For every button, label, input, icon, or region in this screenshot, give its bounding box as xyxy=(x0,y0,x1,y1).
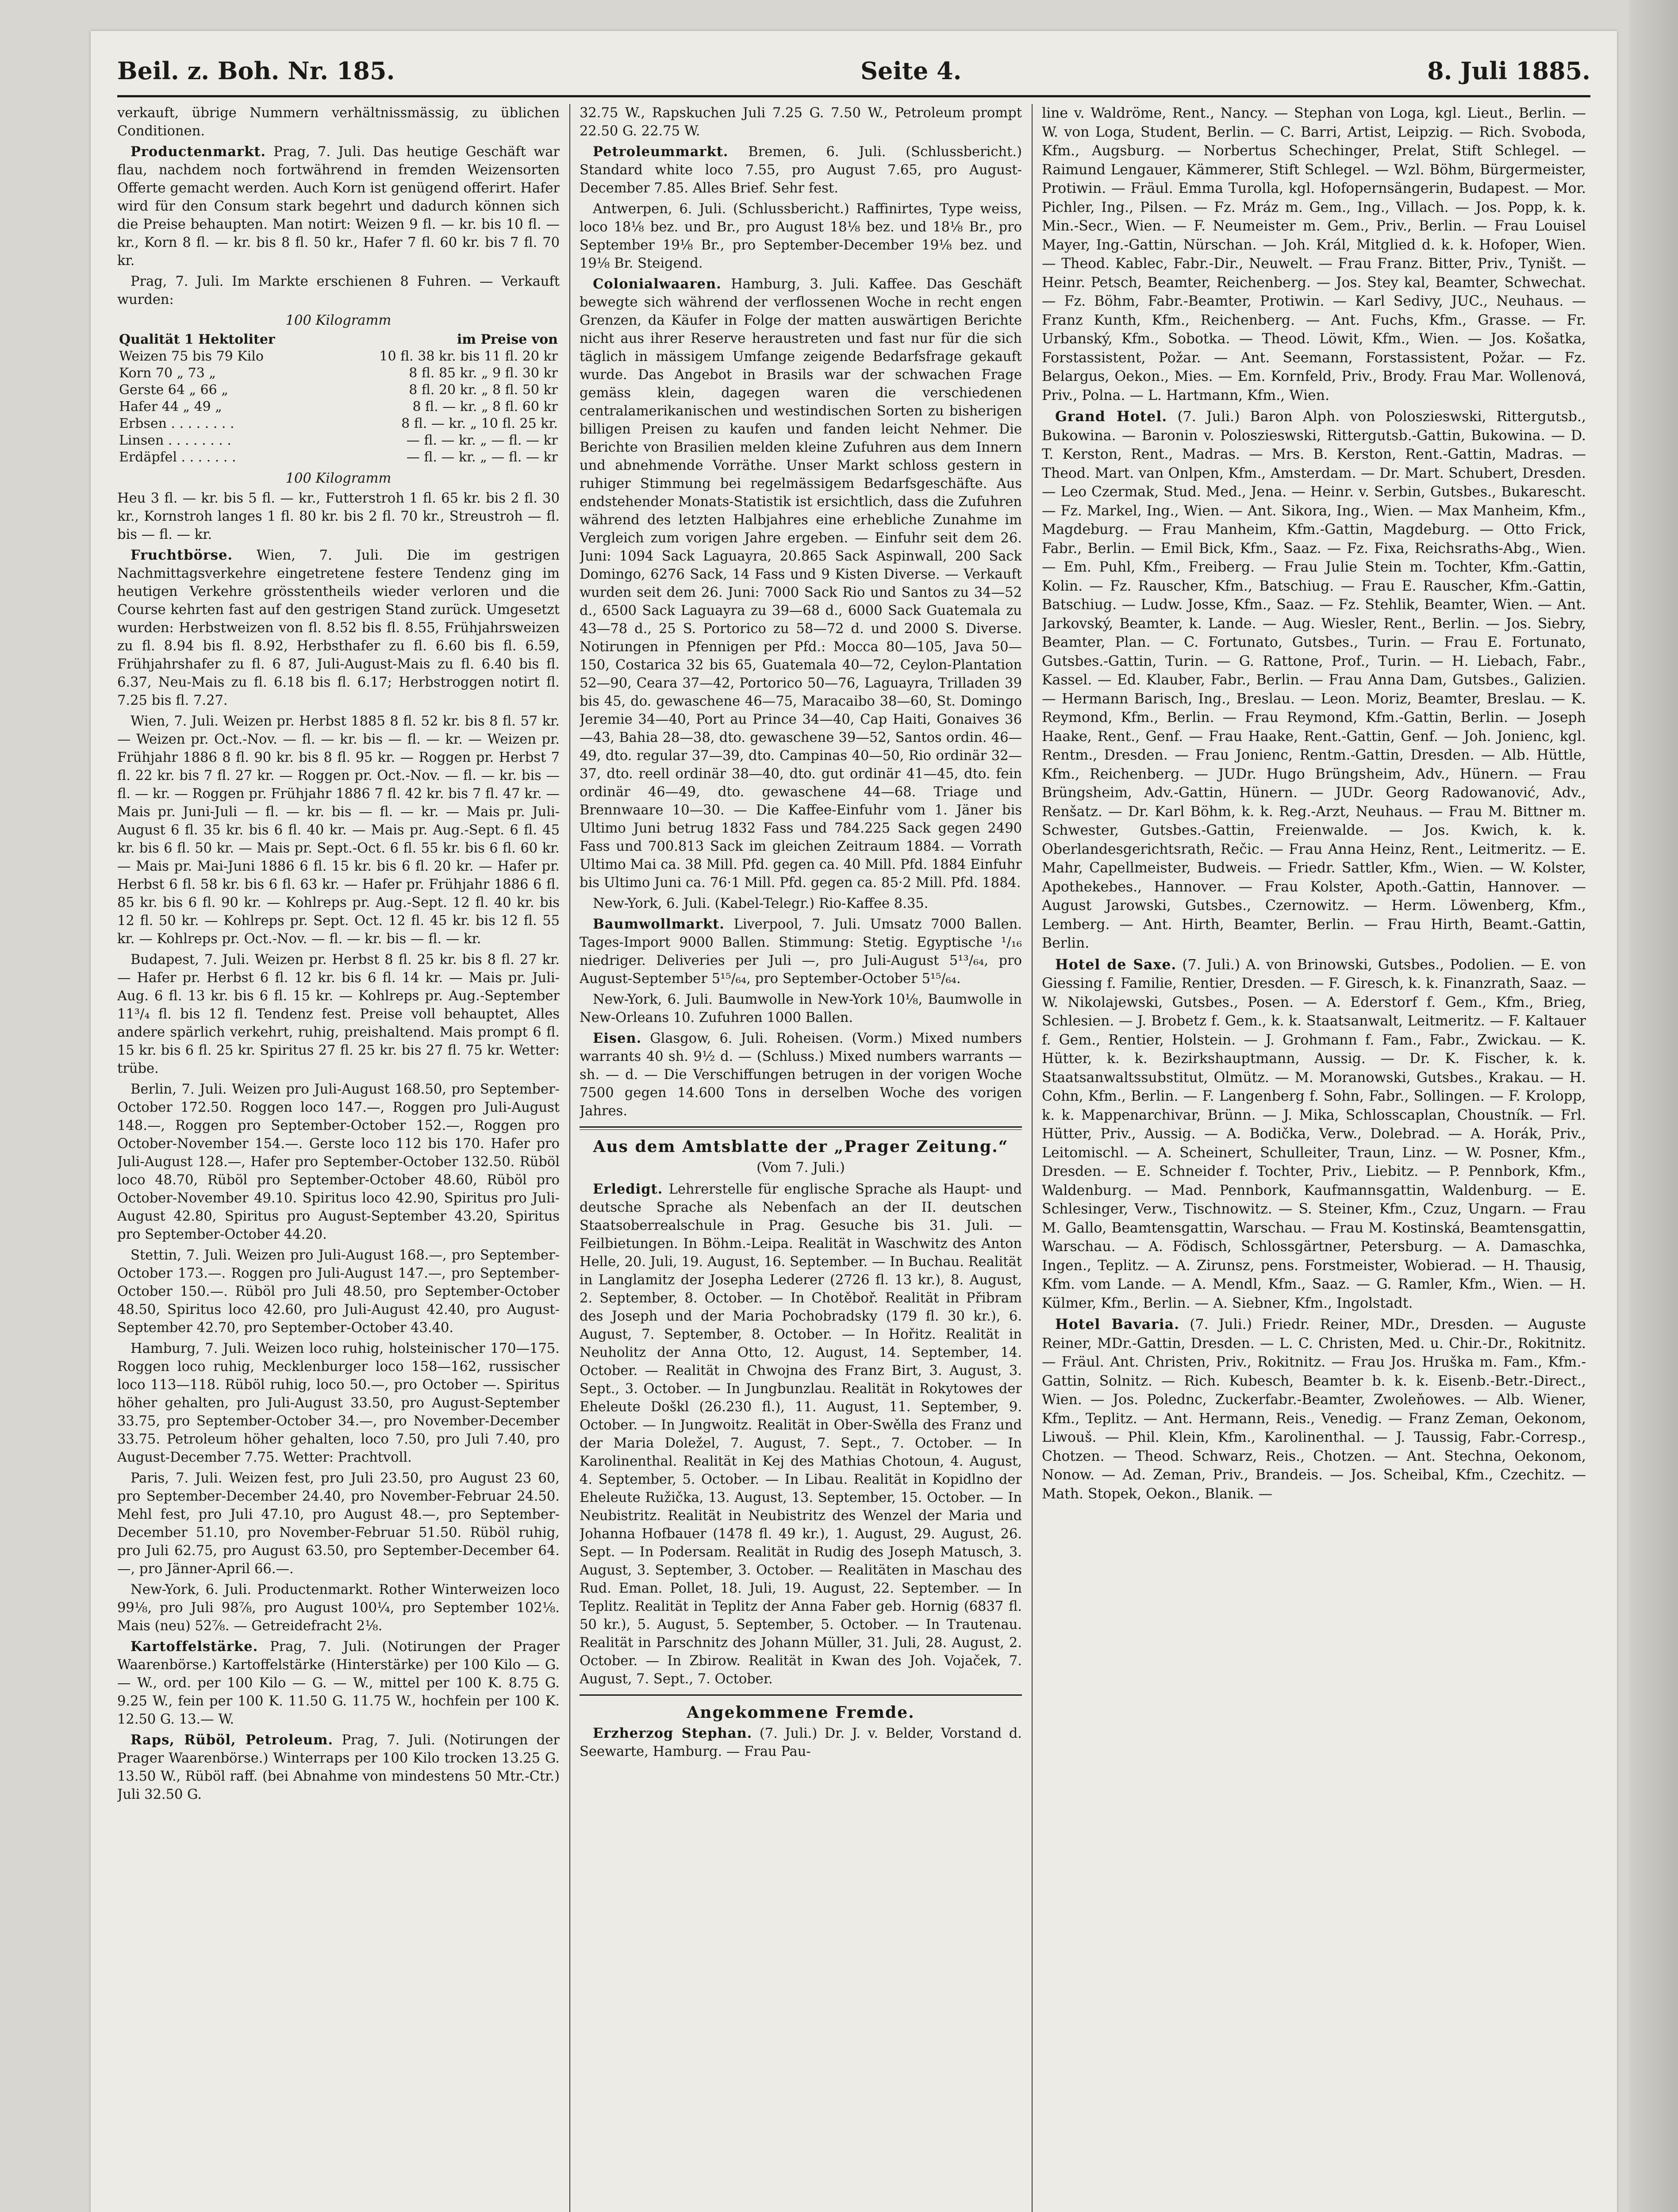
paragraph xyxy=(580,1180,1022,1688)
paragraph: verkauft, übrige Nummern verhältnissmässig, zu üblichen Conditionen. xyxy=(117,105,560,139)
table-row xyxy=(117,399,560,415)
paragraph-text: Prag, 7. Juli. (Notirungen der Prager Waarenbörse.) Kartoffelstärke (Hinterstärke) per 100 Kilo — G. — W., ord. per 100 Kilo — G. — W., mittel per 100 K. 8.75 G. 9.25 W., fein per 100 K. 11.50 G. 11.75 W., hochfein per 100 K. 12.50 G. 13.— W. xyxy=(117,1639,560,1727)
paragraph: Paris, 7. Juli. Weizen fest, pro Juli 23.50, pro August 23 60, pro September-December 24.40, pro November-Februar 24.50. Mehl fest, pro Juli 47.10, pro August 48.—, pro September-December 51.10, pro November-Februar 51.50. Rüböl ruhig, pro Juli 62.75, pro August 63.50, pro September-December 64.—, pro Jänner-April 66.—. xyxy=(117,1471,560,1577)
paragraph: Wien, 7. Juli. Weizen pr. Herbst 1885 8 fl. 52 kr. bis 8 fl. 57 kr. — Weizen pr. Oct.-Nov. — fl. — kr. bis — fl. — kr. — Weizen pr. Frühjahr 1886 8 fl. 90 kr. bis 8 fl. 95 kr. — Roggen pr. Herbst 7 fl. 22 kr. bis 7 fl. 27 kr. — Roggen pr. Oct.-Nov. — fl. — kr. bis — fl. — kr. — Roggen pr. Frühjahr 1886 7 fl. 42 kr. bis 7 fl. 47 kr. — Mais pr. Juni-Juli — fl. — kr. bis — fl. — kr. — Mais pr. Juli-August 6 fl. 35 kr. bis 6 fl. 40 kr. — Mais pr. Aug.-Sept. 6 fl. 45 kr. bis 6 fl. 50 kr. — Mais pr. Sept.-Oct. 6 fl. 55 kr. bis 6 fl. 60 kr. — Mais pr. Mai-Juni 1886 6 fl. 15 kr. bis 6 fl. 20 kr. — Hafer pr. Herbst 6 fl. 58 kr. bis 6 fl. 63 kr. — Hafer pr. Frühjahr 1886 6 fl. 85 kr. bis 6 fl. 90 kr. — Kohlreps pr. Aug.-Sept. 12 fl. 40 kr. bis 12 fl. 50 kr. — Kohlreps pr. Sept. Oct. 12 fl. 45 kr. bis 12 fl. 55 kr. — Kohlreps pr. Oct.-Nov. — fl. — kr. bis — fl. — kr. xyxy=(117,714,560,947)
section-lead: Hotel de Saxe. xyxy=(1055,956,1177,973)
section-lead: Kartoffelstärke. xyxy=(131,1639,258,1655)
paragraph xyxy=(580,275,1022,892)
table-header-cell: im Preise von xyxy=(457,332,558,347)
section-lead: Erledigt. xyxy=(593,1181,663,1197)
paragraph xyxy=(117,143,560,270)
table-cell: Korn 70 „ 73 „ xyxy=(119,365,216,381)
paragraph: New-York, 6. Juli. Productenmarkt. Rother Winterweizen loco 99⅛, pro Juli 98⅞, pro August 100¼, pro September 102⅛. Mais (neu) 52⅞. — Getreidefracht 2⅛. xyxy=(117,1582,560,1634)
paragraph xyxy=(117,546,560,710)
paragraph: Hamburg, 7. Juli. Weizen loco ruhig, holsteinischer 170—175. Roggen loco ruhig, Mecklenburger loco 158—162, russischer loco 113—118. Rüböl ruhig, loco 50.—, pro October —. Spiritus höher gehalten, pro Juli-August 33.50, pro August-September 33.75, pro September-October 34.—, pro November-December 33.75. Petroleum höher gehalten, loco 7.50, pro Juli 7.40, pro August-December 7.75. Wetter: Prachtvoll. xyxy=(117,1341,560,1465)
section-title: Aus dem Amtsblatte der „Prager Zeitung.“ xyxy=(593,1137,1009,1156)
issue-date: 8. Juli 1885. xyxy=(1427,57,1590,85)
section-lead: Eisen. xyxy=(593,1030,642,1046)
page-header xyxy=(117,46,1590,97)
section-lead: Erzherzog Stephan. xyxy=(593,1725,753,1741)
table-row xyxy=(117,348,560,365)
table-cell: 8 fl. 85 kr. „ 9 fl. 30 kr xyxy=(409,365,558,381)
price-table xyxy=(117,331,560,466)
column-rule xyxy=(1032,104,1033,2212)
table-row xyxy=(117,382,560,399)
table-row xyxy=(117,432,560,449)
table-row xyxy=(117,449,560,466)
paragraph: Berlin, 7. Juli. Weizen pro Juli-August 168.50, pro September-October 172.50. Roggen loco 147.—, Roggen pro Juli-August 148.—, Roggen pro September-October 152.—, Roggen pro October-November 154.—. Gerste loco 112 bis 170. Hafer pro Juli-August 128.—, Hafer pro September-October 132.50. Rüböl loco 48.70, Rüböl pro September-October 48.60, Rüböl pro October-November 49.10. Spiritus loco 42.90, Spiritus pro Juli-August 42.80, Spiritus pro August-September 43.20, Spiritus pro September-October 44.20. xyxy=(117,1082,560,1242)
section-lead: Fruchtbörse. xyxy=(131,547,233,563)
section-lead: Raps, Rüböl, Petroleum. xyxy=(131,1732,334,1748)
table-cell: — fl. — kr. „ — fl. — kr xyxy=(406,449,558,465)
table-cell: Erbsen . . . . . . . . xyxy=(119,416,234,431)
table-cell: — fl. — kr. „ — fl. — kr xyxy=(406,433,558,448)
paragraph xyxy=(1042,1315,1586,1503)
table-cell: 10 fl. 38 kr. bis 11 fl. 20 kr xyxy=(379,349,558,364)
section-lead: Colonialwaaren. xyxy=(593,276,722,292)
table-cell: Hafer 44 „ 49 „ xyxy=(119,399,222,415)
paragraph-text: Hamburg, 3. Juli. Kaffee. Das Geschäft bewegte sich während der verflossenen Woche in recht engen Grenzen, da Käufer in Folge der matten auswärtigen Berichte nicht aus ihrer Reserve heraustreten und fast nur für die sich täglich in mässigem Umfange zeigende Bedarfsfrage gekauft wurde. Das Angebot in Brasils war der schwachen Frage gemäss klein, dagegen waren die verschiedenen centralamerikanischen und westindischen Sorten zu bisherigen billigen Preisen zu kaufen und fanden leicht Nehmer. Die Berichte von Brasilien melden kleine Zufuhren aus dem Innern und abnehmende Vorräthe. Unser Markt schloss gestern in ruhiger Stimmung bei regelmässigem Bedarfsgeschäfte. Aus endstehender Monats-Statistik ist ersichtlich, dass die Zufuhren während des letzten Halbjahres eine erhebliche Zunahme im Vergleich zum vorigen Jahre ergeben. — Einfuhr seit dem 26. Juni: 1094 Sack Laguayra, 20.865 Sack Aspinwall, 200 Sack Domingo, 6276 Sack, 14 Fass und 9 Kisten Diverse. — Verkauft wurden seit dem 26. Juni: 7000 Sack Rio und Santos zu 34—52 d., 6500 Sack Laguayra zu 39—68 d., 6000 Sack Guatemala zu 43—78 d., 25 S. Portorico zu 58—72 d. und 2000 S. Diverse. Notirungen in Pfennigen per Pfd.: Mocca 80—105, Java 50—150, Costarica 32 bis 65, Guatemala 40—72, Ceylon-Plantation 52—90, Ceara 37—42, Portorico 50—76, Laguayra, Trilladen 39 bis 45, do. gewaschene 46—75, Maracaibo 38—60, St. Domingo Jeremie 34—40, Port au Prince 34—40, Cap Haiti, Gonaives 36—43, Bahia 28—38, dto. gewaschene 39—52, Santos ordin. 46—49, dto. regular 37—39, dto. Campinas 40—50, Rio ordinär 32—37, dto. reell ordinär 38—40, dto. gut ordinär 41—45, dto. fein ordinär 46—49, dto. gewaschene 44—68. Triage und Brennwaare 10—30. — Die Kaffee-Einfuhr vom 1. Jäner bis Ultimo Juni betrug 1832 Fass und 784.225 Sack gegen 2490 Fass und 700.813 Sack im gleichen Zeitraum 1884. — Vorrath Ultimo Mai ca. 38 Mill. Pfd. gegen ca. 40 Mill. Pfd. 1884 Einfuhr bis Ultimo Juni ca. 76·1 Mill. Pfd. gegen ca. 85·2 Mill. Pfd. 1884. xyxy=(580,276,1022,891)
column-market-reports-2 xyxy=(580,104,1022,2212)
supplement-reference: Beil. z. Boh. Nr. 185. xyxy=(117,57,395,85)
table-cell: 8 fl. — kr. „ 10 fl. 25 kr. xyxy=(401,416,558,431)
scan-edge xyxy=(1629,0,1678,2212)
paragraph xyxy=(580,1724,1022,1761)
paragraph-text: Wien, 7. Juli. Die im gestrigen Nachmittagsverkehre eingetretene festere Tendenz ging im heutigen Verkehre grösstentheils wieder verloren und die Course kehrten fast auf den gestrigen Stand zurück. Umgesetzt wurden: Herbstweizen von fl. 8.52 bis fl. 8.55, Frühjahrsweizen zu fl. 8.94 bis fl. 8.92, Herbsthafer zu fl. 6.60 bis fl. 6.59, Frühjahrshafer zu fl. 6 87, Juli-August-Mais zu fl. 6.40 bis fl. 6.37, Neu-Mais zu fl. 6.18 bis fl. 6.17; Herbstroggen notirt fl. 7.25 bis fl. 7.27. xyxy=(117,548,560,708)
section-lead: Baumwollmarkt. xyxy=(593,916,725,932)
table-cell: Linsen . . . . . . . . xyxy=(119,433,231,448)
column-rule xyxy=(569,104,570,2212)
table-cell: Erdäpfel . . . . . . . xyxy=(119,449,236,465)
paragraph: line v. Waldröme, Rent., Nancy. — Stephan von Loga, kgl. Lieut., Berlin. — W. von Loga, Student, Berlin. — C. Barri, Artist, Leipzig. — Rich. Svoboda, Kfm., Augsburg. — Norbertus Schechinger, Prelat, Stift Schlegel. — Raimund Lengauer, Kämmerer, Stift Schlegel. — Wzl. Böhm, Bürgermeister, Protiwin. — Fräul. Emma Turolla, kgl. Hofopernsängerin, Budapest. — Mor. Pichler, Ing., Pilsen. — Fz. Mráz m. Gem., Ing., Villach. — Jos. Popp, k. k. Min.-Secr., Wien. — F. Neumeister m. Gem., Priv., Berlin. — Frau Louisel Mayer, Ing.-Gattin, Nürschan. — Joh. Král, Mitglied d. k. k. Hofoper, Wien. — Theod. Kablec, Fabr.-Dir., Neuwelt. — Frau Franz. Bitter, Priv., Tyništ. — Heinr. Petsch, Beamter, Reichenberg. — Jos. Stey kal, Beamter, Schwechat. — Fz. Böhm, Fabr.-Beamter, Protiwin. — Karl Sedivy, JUC., Neuhaus. — Franz Kunth, Kfm., Reichenberg. — Ant. Fuchs, Kfm., Grasse. — Fr. Urbanský, Kfm., Sobotka. — Theod. Löwit, Kfm., Wien. — Jos. Košatka, Forstassistent, Požar. — Ant. Seemann, Forstassistent, Požar. — Fz. Belargus, Oekon., Mies. — Em. Kornfeld, Priv., Brody. Frau Mar. Wollenová, Priv., Polna. — L. Hartmann, Kfm., Wien. xyxy=(1042,105,1586,403)
section-subtitle: (Vom 7. Juli.) xyxy=(756,1160,845,1175)
paragraph xyxy=(1042,956,1586,1313)
paragraph-text: (7. Juli.) Dr. J. v. Belder, Vorstand d. Seewarte, Hamburg. — Frau Pau- xyxy=(580,1726,1022,1759)
table-header-cell: Qualität 1 Hektoliter xyxy=(119,332,275,347)
table-cell: 8 fl. 20 kr. „ 8 fl. 50 kr xyxy=(409,382,558,398)
paragraph: Antwerpen, 6. Juli. (Schlussbericht.) Raffinirtes, Type weiss, loco 18⅛ bez. und Br., pro August 18⅛ bez. und 18⅛ Br., pro September 19⅛ Br., pro September-December 19⅛ bez. und 19⅛ Br. Steigend. xyxy=(580,201,1022,271)
paragraph: Heu 3 fl. — kr. bis 5 fl. — kr., Futterstroh 1 fl. 65 kr. bis 2 fl. 30 kr., Kornstroh langes 1 fl. 80 kr. bis 2 fl. 70 kr., Streustroh — fl. bis — fl. — kr. xyxy=(117,491,560,542)
table-cell: Gerste 64 „ 66 „ xyxy=(119,382,228,398)
paragraph-text: Glasgow, 6. Juli. Roheisen. (Vorm.) Mixed numbers warrants 40 sh. 9½ d. — (Schluss.) Mixed numbers warrants — sh. — d. — Die Verschiffungen betrugen in der vorigen Woche 7500 gegen 14.600 Tons in derselben Woche des vorigen Jahres. xyxy=(580,1031,1022,1119)
section-divider xyxy=(580,1126,1022,1130)
paragraph: 32.75 W., Rapskuchen Juli 7.25 G. 7.50 W., Petroleum prompt 22.50 G. 22.75 W. xyxy=(580,105,1022,139)
paragraph: Prag, 7. Juli. Im Markte erschienen 8 Fuhren. — Verkauft wurden: xyxy=(117,274,560,307)
table-cell: Weizen 75 bis 79 Kilo xyxy=(119,349,264,364)
unit-caption: 100 Kilogramm xyxy=(285,313,392,328)
paragraph-text: Bremen, 6. Juli. (Schlussbericht.) Standard white loco 7.55, pro August 7.65, pro August-December 7.85. Alles Brief. Sehr fest. xyxy=(580,144,1022,196)
paragraph xyxy=(117,1731,560,1804)
section-lead: Hotel Bavaria. xyxy=(1055,1316,1180,1333)
column-arrivals xyxy=(1042,104,1586,2212)
paragraph: Stettin, 7. Juli. Weizen pro Juli-August 168.—, pro September-October 173.—. Roggen pro Juli-August 147.—, pro September-October 150.—. Rüböl pro Juli 48.50, pro September-October 48.50, Spiritus loco 42.60, pro Juli-August 42.40, pro August-September 42.70, pro September-October 43.40. xyxy=(117,1248,560,1336)
paragraph-text: Prag, 7. Juli. (Notirungen der Prager Waarenbörse.) Winterraps per 100 Kilo trocken 13.25 G. 13.50 W., Rüböl raff. (bei Abnahme von mindestens 50 Mtr.-Ctr.) Juli 32.50 G. xyxy=(117,1732,560,1802)
section-lead: Grand Hotel. xyxy=(1055,408,1167,425)
table-row xyxy=(117,365,560,382)
table-cell: 8 fl. — kr. „ 8 fl. 60 kr xyxy=(412,399,558,415)
paragraph-text: Lehrerstelle für englische Sprache als Haupt- und deutsche Sprache als Nebenfach an der II. deutschen Staatsoberrealschule in Prag. Gesuche bis 31. Juli. — Feilbietungen. In Böhm.-Leipa. Realität in Waschwitz des Anton Helle, 20. Juli, 19. August, 16. September. — In Buchau. Realität in Langlamitz der Josepha Lederer (2726 fl. 13 kr.), 8. August, 2. September, 8. October. — In Chotěboř. Realität in Přibram des Joseph und der Maria Pochobradsky (179 fl. 30 kr.), 6. August, 7. September, 8. October. — In Hořitz. Realität in Neuholitz der Anna Otto, 12. August, 14. September, 14. October. — Realität in Chwojna des Franz Birt, 3. August, 3. Sept., 3. October. — In Jungbunzlau. Realität in Rokytowes der Eheleute Doškl (26.230 fl.), 11. August, 11. September, 9. October. — In Jungwoitz. Realität in Ober-Swělla des Franz und der Maria Doležel, 7. August, 7. Sept., 7. October. — In Karolinenthal. Realität in Kej des Mathias Chotoun, 4. August, 4. September, 5. October. — In Libau. Realität in Kopidlno der Eheleute Ružička, 13. August, 13. September, 15. October. — In Neubistritz. Realität in Neubistritz des Wenzel der Maria und Johanna Hofbauer (1478 fl. 49 kr.), 1. August, 29. August, 26. Sept. — In Podersam. Realität in Rudig des Joseph Matusch, 3. August, 3. September, 3. October. — Realitäten in Maschau des Rud. Eman. Pollet, 18. Juli, 19. August, 22. September. — In Teplitz. Realität in Teplitz der Anna Faber geb. Hornig (6837 fl. 50 kr.), 5. August, 5. September, 5. October. — In Trautenau. Realität in Parschnitz des Johann Müller, 31. Juli, 28. August, 2. October. — In Zbirow. Realität in Kwan des Joh. Vojaček, 7. August, 7. Sept., 7. October. xyxy=(580,1182,1022,1687)
paragraph xyxy=(580,915,1022,988)
paragraph-text: Liverpool, 7. Juli. Umsatz 7000 Ballen. Tages-Import 9000 Ballen. Stimmung: Stetig. Egyptische ¹/₁₆ niedriger. Deliveries per Juli —, pro Juli-August 5¹³/₆₄, pro August-September 5¹⁵/₆₄, pro September-October 5¹⁵/₆₄. xyxy=(580,917,1022,987)
table-header-row xyxy=(117,331,560,348)
paragraph-text: Prag, 7. Juli. Das heutige Geschäft war flau, nachdem noch fortwährend in fremden Weizensorten Offerte gemacht werden. Auch Korn ist genügend offerirt. Hafer wird für den Consum stark begehrt und dadurch können sich die Preise behaupten. Man notirt: Weizen 9 fl. — kr. bis 10 fl. — kr., Korn 8 fl. — kr. bis 8 fl. 50 kr., Hafer 7 fl. 60 kr. bis 7 fl. 70 kr. xyxy=(117,144,560,269)
paragraph: New-York, 6. Juli. Baumwolle in New-York 10⅛, Baumwolle in New-Orleans 10. Zufuhren 1000 Ballen. xyxy=(580,992,1022,1025)
newspaper-page xyxy=(91,31,1617,2212)
paragraph: New-York, 6. Juli. (Kabel-Telegr.) Rio-Kaffee 8.35. xyxy=(593,896,929,911)
column-market-reports-1 xyxy=(117,104,560,2212)
page-number: Seite 4. xyxy=(860,57,962,85)
paragraph xyxy=(1042,407,1586,953)
paragraph-text: (7. Juli.) Friedr. Reiner, MDr., Dresden. — Auguste Reiner, MDr.-Gattin, Dresden. — L. C. Christen, Med. u. Chir.-Dr., Rokitnitz. — Fräul. Ant. Christen, Priv., Rokitnitz. — Frau Jos. Hruška m. Fam., Kfm.-Gattin, Solnitz. — Rich. Kubesch, Beamter b. k. k. Eisenb.-Betr.-Direct., Wien. — Jos. Polednc, Zuckerfabr.-Beamter, Zwoleňowes. — Alb. Wiener, Kfm., Teplitz. — Ant. Hermann, Reis., Venedig. — Franz Zeman, Oekonom, Liwouš. — Phil. Klein, Kfm., Karolinenthal. — J. Taussig, Fabr.-Corresp., Chotzen. — Theod. Schwarz, Reis., Chotzen. — Ant. Stechna, Oekonom, Nonow. — Ad. Zeman, Priv., Brandeis. — Jos. Scheibal, Kfm., Czechitz. — Math. Stopek, Oekon., Blanik. — xyxy=(1042,1317,1586,1502)
paragraph-text: (7. Juli.) Baron Alph. von Poloszieswski, Rittergutsb., Bukowina. — Baronin v. Poloszieswski, Rittergutsb.-Gattin, Bukowina. — D. T. Kerston, Rent., Madras. — Mrs. B. Kerston, Rent.-Gattin, Madras. — Theod. Mart. van Onlpen, Kfm., Amsterdam. — Dr. Mart. Schubert, Dresden. — Leo Czermak, Stud. Med., Jena. — Heinr. v. Serbin, Gutsbes., Bukarescht. — Fz. Markel, Ing., Wien. — Ant. Sikora, Ing., Wien. — Max Manheim, Kfm., Magdeburg. — Frau Manheim, Kfm.-Gattin, Magdeburg. — Otto Frick, Fabr., Berlin. — Emil Bick, Kfm., Saaz. — Fz. Fixa, Reichsraths-Abg., Wien. — Em. Puhl, Kfm., Freiberg. — Frau Julie Stein m. Tochter, Kfm.-Gattin, Kolin. — Fz. Rauscher, Kfm., Batschiug. — Frau E. Rauscher, Kfm.-Gattin, Batschiug. — Ludw. Josse, Kfm., Saaz. — Fz. Stehlik, Beamter, Wien. — Ant. Jarkovský, Beamter, k. Lande. — Aug. Wiesler, Rent., Berlin. — Jos. Siebry, Beamter, Plan. — C. Fortunato, Gutsbes., Turin. — Frau E. Fortunato, Gutsbes.-Gattin, Turin. — G. Rattone, Prof., Turin. — H. Liebach, Fabr., Kassel. — Ed. Klauber, Fabr., Berlin. — Frau Anna Dam, Gutsbes., Galizien. — Hermann Barisch, Ing., Breslau. — Leon. Moriz, Beamter, Breslau. — K. Reymond, Kfm., Berlin. — Frau Reymond, Kfm.-Gattin, Berlin. — Joseph Haake, Rent., Genf. — Frau Haake, Rent.-Gattin, Genf. — Joh. Jonienc, kgl. Rentm., Dresden. — Frau Jonienc, Rentm.-Gattin, Dresden. — Alb. Hüttle, Kfm., Reichenberg. — JUDr. Hugo Brüngsheim, Adv., Hünern. — Frau Brüngsheim, Adv.-Gattin, Hünern. — JUDr. Georg Radowanović, Adv., Renšatz. — Dr. Karl Böhm, k. k. Reg.-Arzt, Neuhaus. — Frau M. Bittner m. Schwester, Gutsbes.-Gattin, Freienwalde. — Jos. Kwich, k. k. Oberlandesgerichtsrath, Rečic. — Frau Anna Heinz, Rent., Leitmeritz. — E. Mahr, Capellmeister, Budweis. — Friedr. Sattler, Kfm., Wien. — W. Kolster, Apothekebes., Hannover. — Frau Kolster, Apoth.-Gattin, Hannover. — August Jarowski, Gutsbes., Czernowitz. — Herm. Löwenberg, Kfm., Lemberg. — Ant. Hirth, Beamter, Berlin. — Frau Hirth, Beamt.-Gattin, Berlin. xyxy=(1042,409,1586,951)
section-lead: Productenmarkt. xyxy=(131,144,266,160)
section-divider xyxy=(580,1694,1022,1696)
section-lead: Petroleummarkt. xyxy=(593,144,729,160)
paragraph xyxy=(580,143,1022,197)
unit-caption: 100 Kilogramm xyxy=(285,471,392,486)
paragraph xyxy=(117,1638,560,1728)
table-row xyxy=(117,415,560,432)
paragraph: Budapest, 7. Juli. Weizen pr. Herbst 8 fl. 25 kr. bis 8 fl. 27 kr. — Hafer pr. Herbst 6 fl. 12 kr. bis 6 fl. 14 kr. — Mais pr. Juli-Aug. 6 fl. 13 kr. bis 6 fl. 15 kr. — Kohlreps pr. Aug.-September 11³/₄ fl. bis 12 fl. Tendenz fest. Preise voll behauptet, Alles andere spärlich verkehrt, ruhig, preishaltend. Mais prompt 6 fl. 15 kr. bis 6 fl. 25 kr. Spiritus 27 fl. 25 kr. bis 27 fl. 75 kr. Wetter: trübe. xyxy=(117,952,560,1076)
paragraph xyxy=(580,1029,1022,1120)
section-title: Angekommene Fremde. xyxy=(687,1703,915,1722)
paragraph-text: (7. Juli.) A. von Brinowski, Gutsbes., Podolien. — E. von Giessing f. Familie, Rentier, Dresden. — F. Giresch, k. k. Finanzrath, Saaz. — W. Nikolajewski, Gutsbes., Posen. — A. Ederstorf f. Gem., Kfm., Brieg, Schlesien. — J. Brobetz f. Gem., k. k. Staatsanwalt, Leitmeritz. — F. Kaltauer f. Gem., Rentier, Holstein. — J. Grohmann f. Fam., Fabr., Zwickau. — K. Hütter, k. k. Bezirkshauptmann, Aussig. — Dr. K. Fischer, k. k. Staatsanwaltssubstitut, Olmütz. — M. Moranowski, Gutsbes., Krakau. — H. Cohn, Kfm., Berlin. — F. Langenberg f. Sohn, Fabr., Sollingen. — F. Krolopp, k. k. Mappenarchivar, Brünn. — J. Mika, Schlosscaplan, Choustník. — Frl. Hütter, Priv., Aussig. — A. Bodička, Verw., Dolebrad. — A. Horák, Priv., Leitomischl. — A. Scheinert, Schulleiter, Traun, Linz. — W. Posner, Kfm., Dresden. — E. Schneider f. Tochter, Priv., Liebitz. — P. Pennbork, Kfm., Waldenburg. — Mad. Pennbork, Kaufmannsgattin, Waldenburg. — E. Schlesinger, Verw., Tischnowitz. — S. Steiner, Kfm., Czuz, Ungarn. — Frau M. Gallo, Beamtensgattin, Warschau. — Frau M. Kostinská, Beamtensgattin, Warschau. — A. Födisch, Schlossgärtner, Petersburg. — A. Damaschka, Ingen., Teplitz. — A. Zirunsz, pens. Forstmeister, Wobierad. — H. Thausig, Kfm. vom Lande. — A. Mendl, Kfm., Saaz. — G. Ramler, Kfm., Wien. — H. Külmer, Kfm., Berlin. — A. Siebner, Kfm., Ingolstadt. xyxy=(1042,956,1586,1311)
